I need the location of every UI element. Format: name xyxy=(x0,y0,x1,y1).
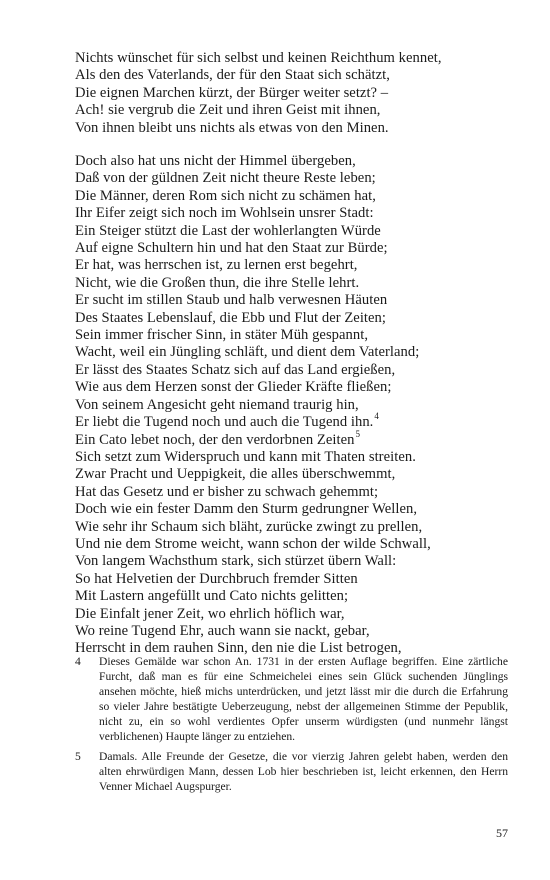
verse-text: Sich setzt zum Widerspruch und kann mit Thaten streiten. xyxy=(75,448,416,465)
verse-text: Die Einfalt jener Zeit, wo ehrlich höflich war, xyxy=(75,605,345,622)
verse-line xyxy=(75,411,515,431)
verse-text: Nichts wünschet für sich selbst und keinen Reichthum kennet, xyxy=(75,50,442,66)
verse-line xyxy=(75,292,515,309)
verse-text: Wie sehr ihr Schaum sich bläht, zurücke zwingt zu prellen, xyxy=(75,518,423,535)
verse-text: Hat das Gesetz und er bisher zu schwach gehemmt; xyxy=(75,483,379,500)
verse-line xyxy=(75,120,515,137)
verse-line xyxy=(75,85,515,102)
verse-line xyxy=(75,397,515,414)
verse-line xyxy=(75,466,515,483)
verse-text: Als den des Vaterlands, der für den Staat sich schätzt, xyxy=(75,67,390,84)
verse-line xyxy=(75,327,515,344)
verse-line xyxy=(75,240,515,257)
verse-text: Des Staates Lebenslauf, die Ebb und Flut der Zeiten; xyxy=(75,309,387,326)
verse-text: Ihr Eifer zeigt sich noch im Wohlsein unsrer Stadt: xyxy=(75,205,374,222)
verse-text: Wie aus dem Herzen sonst der Glieder Kräfte fließen; xyxy=(75,379,392,396)
poem-stanza-2 xyxy=(75,153,515,658)
verse-line xyxy=(75,188,515,205)
verse-line xyxy=(75,571,515,588)
verse-text: Nicht, wie die Großen thun, die ihre Stelle lehrt. xyxy=(75,274,360,291)
verse-line xyxy=(75,275,515,292)
verse-text: Die Männer, deren Rom sich nicht zu schämen hat, xyxy=(75,187,376,204)
verse-text: Sein immer frischer Sinn, in stäter Müh gespannt, xyxy=(75,327,369,344)
verse-text: Zwar Pracht und Ueppigkeit, die alles überschwemmt, xyxy=(75,466,396,483)
footnote-number: 5 xyxy=(75,749,81,763)
footnote-4 xyxy=(75,654,508,745)
verse-line xyxy=(75,428,515,449)
verse-line xyxy=(75,553,515,570)
verse-line xyxy=(75,257,515,274)
verse-text: Er sucht im stillen Staub und halb verwesnen Häuten xyxy=(75,292,388,309)
verse-text: Herrscht in dem rauhen Sinn, den nie die List betrogen, xyxy=(75,640,402,657)
footnote-marker: 4 xyxy=(374,411,379,422)
footnote-marker: 5 xyxy=(355,428,361,439)
page-number: 57 xyxy=(496,826,508,840)
verse-text: Von langem Wachsthum stark, sich stürzet übern Wall: xyxy=(75,553,397,570)
verse-text: Er liebt die Tugend noch und auch die Tugend ihn. xyxy=(75,414,374,431)
verse-line xyxy=(75,170,515,187)
verse-line xyxy=(75,501,515,518)
verse-line xyxy=(75,606,515,623)
verse-line xyxy=(75,484,515,501)
verse-line xyxy=(75,623,515,640)
verse-line xyxy=(75,536,515,553)
footnote-text: Dieses Gemälde war schon An. 1731 in der ersten Auflage begriffen. Eine zärtliche Furcht, daß man es für eine Schmeichelei eines sein Glück suchenden Jünglings ansehen möchte, hieß michs unterdrücken, und jetzt lässt mir die durch die Erfahrung so vieler Jahre bestätigte Ueberzeugung, nebst der allgemeinen Stimme der Pepublik, nicht zu, ein so wohl verdientes Opfer unserm würdigsten (und nunmehr längst verblichenen) Haupte länger zu entziehen. xyxy=(99,655,508,744)
verse-text: Mit Lastern angefüllt und Cato nichts gelitten; xyxy=(75,588,349,605)
footnote-5 xyxy=(75,749,508,794)
verse-text: Ach! sie vergrub die Zeit und ihren Geist mit ihnen, xyxy=(75,102,381,119)
verse-line xyxy=(75,449,515,466)
verse-text: Er hat, was herrschen ist, zu lernen erst begehrt, xyxy=(75,257,358,274)
verse-line xyxy=(75,344,515,361)
verse-line xyxy=(75,153,515,170)
footnote-text: Damals. Alle Freunde der Gesetze, die vor vierzig Jahren gelebt haben, werden den alten ehrwürdigen Mann, dessen Lob hier beschrieben ist, leicht erkennen, den Herrn Venner Michael Augspurger. xyxy=(99,749,508,793)
verse-text: Wo reine Tugend Ehr, auch wann sie nackt, gebar, xyxy=(75,622,370,639)
verse-text: Ein Steiger stützt die Last der wohlerlangten Würde xyxy=(75,222,381,239)
verse-line xyxy=(75,310,515,327)
verse-line xyxy=(75,205,515,222)
verse-line xyxy=(75,362,515,379)
verse-line xyxy=(75,102,515,119)
verse-text: So hat Helvetien der Durchbruch fremder Sitten xyxy=(75,570,358,587)
verse-line xyxy=(75,67,515,84)
verse-text: Von seinem Angesicht geht niemand traurig hin, xyxy=(75,396,359,413)
verse-text: Und nie dem Strome weicht, wann schon der wilde Schwall, xyxy=(75,535,431,552)
verse-line xyxy=(75,519,515,536)
verse-line xyxy=(75,379,515,396)
footnote-number: 4 xyxy=(75,655,81,668)
verse-text: Doch also hat uns nicht der Himmel übergeben, xyxy=(75,153,356,169)
verse-line xyxy=(75,50,515,67)
verse-text: Wacht, weil ein Jüngling schläft, und dient dem Vaterland; xyxy=(75,344,420,361)
verse-text: Ein Cato lebet noch, der den verdorbnen Zeiten xyxy=(75,431,355,448)
verse-text: Daß von der güldnen Zeit nicht theure Reste leben; xyxy=(75,170,376,187)
footnotes-section xyxy=(75,654,508,798)
verse-line xyxy=(75,223,515,240)
verse-text: Doch wie ein fester Damm den Sturm gedrungner Wellen, xyxy=(75,501,418,518)
verse-line xyxy=(75,588,515,605)
verse-text: Von ihnen bleibt uns nichts als etwas von den Minen. xyxy=(75,119,389,136)
verse-text: Die eignen Marchen kürzt, der Bürger weiter setzt? – xyxy=(75,84,389,101)
verse-text: Er lässt des Staates Schatz sich auf das Land ergießen, xyxy=(75,361,396,378)
verse-text: Auf eigne Schultern hin und hat den Staat zur Bürde; xyxy=(75,240,388,257)
poem-stanza-1 xyxy=(75,50,515,137)
